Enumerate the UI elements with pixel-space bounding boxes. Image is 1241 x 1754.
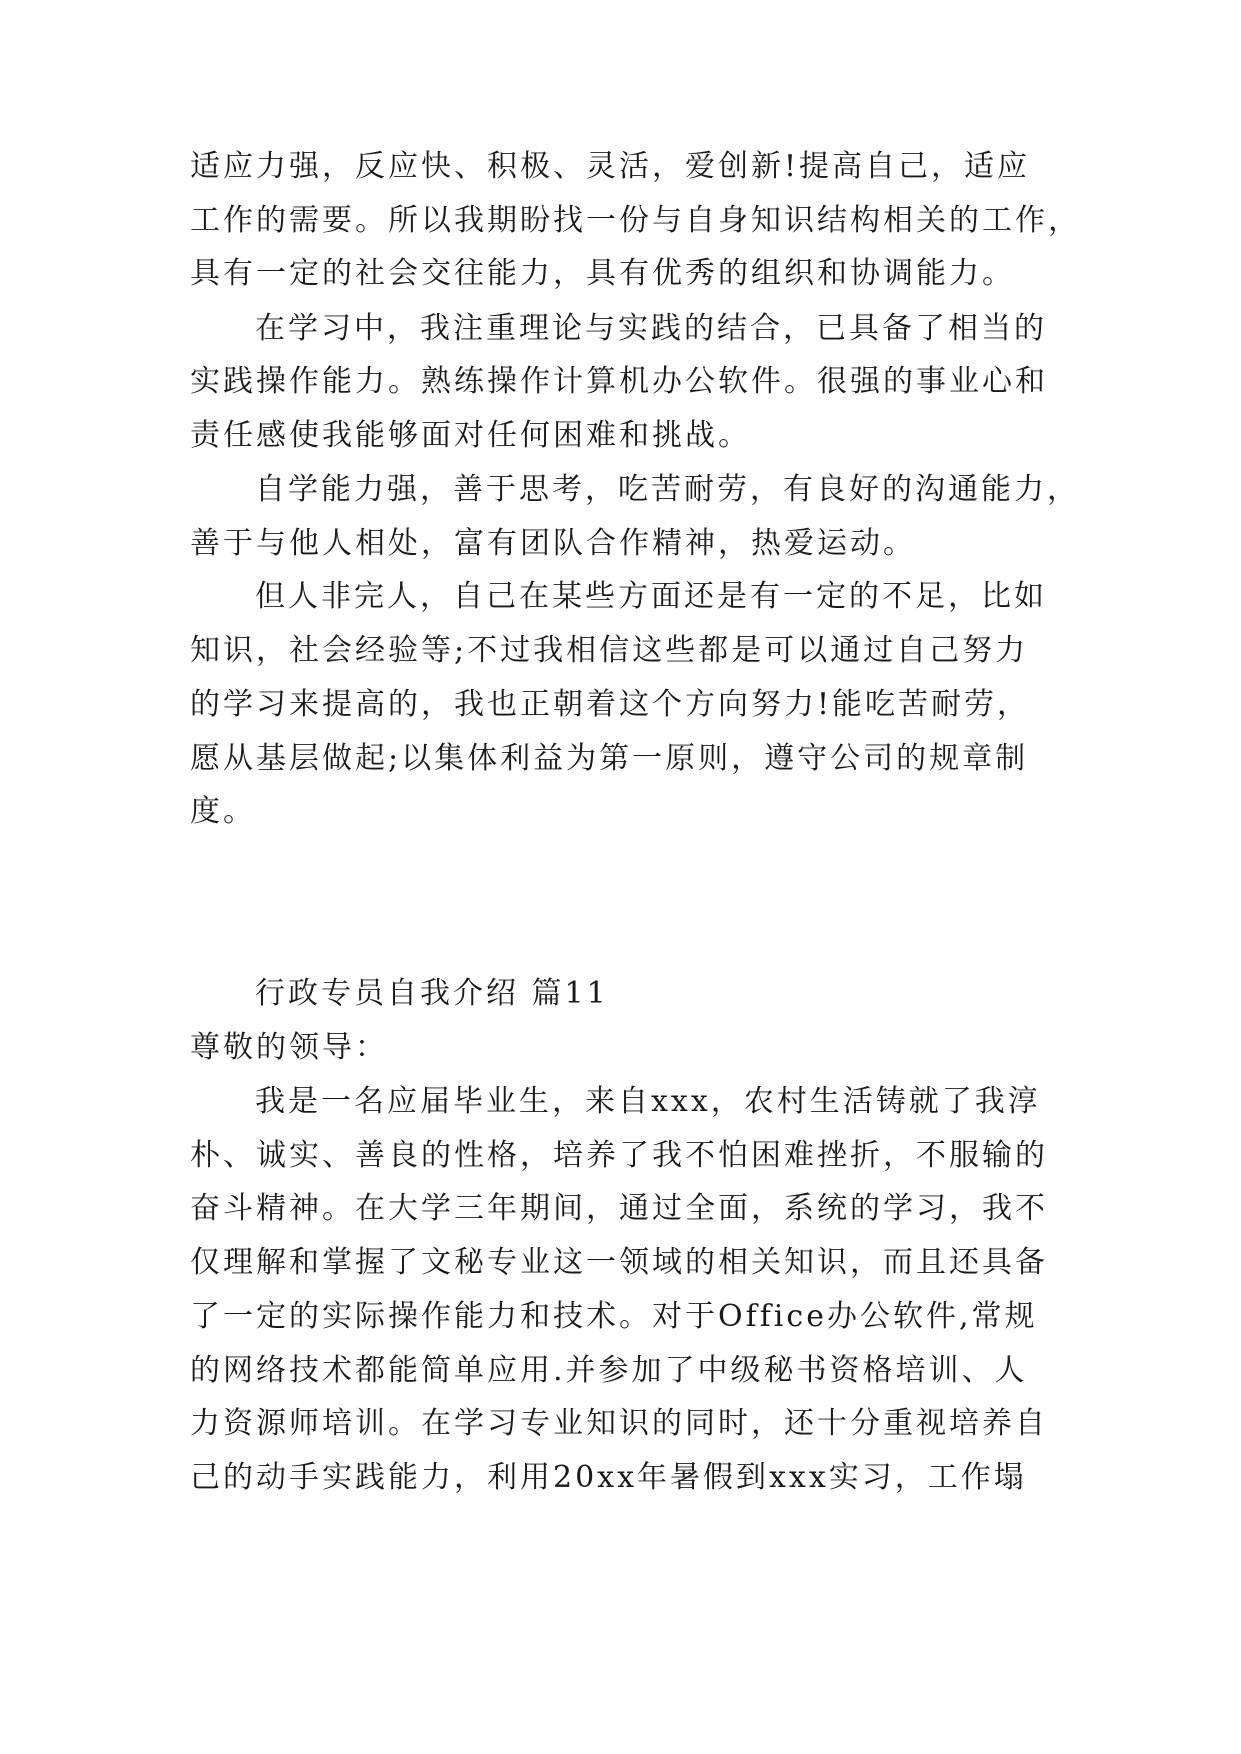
salutation: 尊敬的领导： (190, 1030, 388, 1065)
text-line: 我是一名应届毕业生，来自xxx，农村生活铸就了我淳 (255, 1084, 1041, 1119)
text-line: 但人非完人，自己在某些方面还是有一定的不足，比如 (255, 579, 1047, 614)
text-line: 仅理解和掌握了文秘专业这一领域的相关知识，而且还具备 (190, 1245, 1048, 1280)
text-line: 的网络技术都能简单应用.并参加了中级秘书资格培训、人 (190, 1353, 1028, 1388)
text-line: 朴、诚实、善良的性格，培养了我不怕困难挫折，不服输的 (190, 1138, 1048, 1173)
text-line: 在学习中，我注重理论与实践的结合，已具备了相当的 (255, 311, 1047, 346)
text-line: 适应力强，反应快、积极、灵活，爱创新!提高自己，适应 (190, 149, 1031, 184)
text-line: 善于与他人相处，富有团队合作精神，热爱运动。 (190, 526, 916, 561)
text-line: 具有一定的社会交往能力，具有优秀的组织和协调能力。 (190, 256, 1015, 291)
text-line: 力资源师培训。在学习专业知识的同时，还十分重视培养自 (190, 1406, 1048, 1441)
text-line: 知识，社会经验等;不过我相信这些都是可以通过自己努力 (190, 633, 1029, 668)
section-heading: 行政专员自我介绍 篇11 (255, 976, 609, 1011)
text-line: 了一定的实际操作能力和技术。对于Office办公软件,常规 (190, 1299, 1038, 1334)
text-line: 奋斗精神。在大学三年期间，通过全面，系统的学习，我不 (190, 1191, 1048, 1226)
text-line: 自学能力强，善于思考，吃苦耐劳，有良好的沟通能力， (255, 472, 1080, 507)
text-line: 愿从基层做起;以集体利益为第一原则，遵守公司的规章制 (190, 741, 1029, 776)
text-line: 己的动手实践能力，利用20xx年暑假到xxx实习，工作塌 (190, 1460, 1027, 1495)
text-line: 度。 (190, 794, 256, 829)
text-line: 实践操作能力。熟练操作计算机办公软件。很强的事业心和 (190, 364, 1048, 399)
text-line: 工作的需要。所以我期盼找一份与自身知识结构相关的工作， (190, 203, 1081, 238)
text-line: 责任感使我能够面对任何困难和挑战。 (190, 418, 751, 453)
text-line: 的学习来提高的，我也正朝着这个方向努力!能吃苦耐劳， (190, 687, 1031, 722)
